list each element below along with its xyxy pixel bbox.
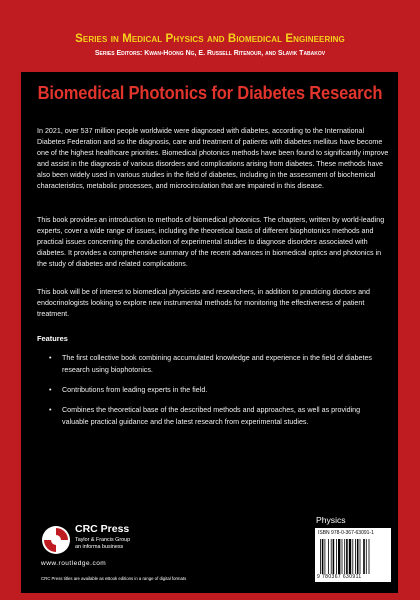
ebook-note: CRC Press titles are available as eBook editions in a range of digital formats bbox=[41, 576, 187, 581]
series-editors: Series Editors: Kwan-Hoong Ng, E. Russell Ritenour, and Slavik Tabakov bbox=[94, 50, 326, 57]
feature-text: Contributions from leading experts in the field. bbox=[62, 386, 208, 394]
description-paragraph: In 2021, over 537 million people worldwide were diagnosed with diabetes, according to the International Diabetes Federation and so the diagnosis, care and treatment of patients with diabetes mellitus have become one of the highest healthcare priorities. Biomedical photonics methods have been found to significantly improve and assist in the diagnosis of various disorders and complications arising from diabetes. These methods have also been widely used in various studies in the field of diabetes, including in the assessment of biochemical characteristics, metabolic processes, and microcirculation that are impaired in this disease. bbox=[37, 127, 389, 191]
feature-item bbox=[49, 352, 380, 376]
book-title: Biomedical Photonics for Diabetes Research bbox=[37, 82, 383, 103]
description-paragraph: This book will be of interest to biomedical physicists and researchers, in addition to practicing doctors and endocrinologists looking to explore new instrumental methods for monitoring the effectiveness of patient treatment. bbox=[37, 288, 371, 319]
publisher-url[interactable]: www.routledge.com bbox=[41, 560, 107, 567]
bullet-icon: • bbox=[49, 406, 52, 414]
bullet-icon: • bbox=[49, 354, 52, 362]
barcode-icon bbox=[319, 539, 387, 574]
bullet-icon: • bbox=[49, 386, 52, 394]
feature-item bbox=[49, 384, 380, 396]
crc-press-logo-icon bbox=[41, 525, 71, 555]
isbn-barcode-box bbox=[315, 528, 391, 582]
publisher-tagline: an informa business bbox=[75, 544, 124, 550]
description-paragraph: This book provides an introduction to methods of biomedical photonics. The chapters, written by world-leading experts, cover a wide range of issues, including the theoretical basis of different biophotonics methods and practical issues concerning the conduction of experimental studies to diagnose disorders associated with diabetes. It provides a comprehensive summary of the recent advances in biomedical optics and photonics in the study of diabetes and related complications. bbox=[37, 216, 385, 269]
feature-text: Combines the theoretical base of the described methods and approaches, as well as providing valuable practical guidance and the latest research from experimental studies. bbox=[62, 406, 361, 426]
subject-label: Physics bbox=[316, 515, 346, 525]
features-heading: Features bbox=[37, 334, 68, 343]
series-title: Series in Medical Physics and Biomedical Engineering bbox=[75, 33, 345, 45]
isbn-text: ISBN 978-0-367-63091-1 bbox=[318, 530, 374, 536]
feature-item bbox=[49, 404, 380, 428]
series-header bbox=[0, 0, 420, 71]
barcode-digits: 9 780367 630911 bbox=[317, 574, 362, 580]
publisher-name: CRC Press bbox=[75, 523, 130, 535]
publisher-group: Taylor & Francis Group bbox=[75, 537, 131, 543]
feature-text: The first collective book combining accumulated knowledge and experience in the field of diabetes research using biophotonics. bbox=[62, 354, 373, 374]
